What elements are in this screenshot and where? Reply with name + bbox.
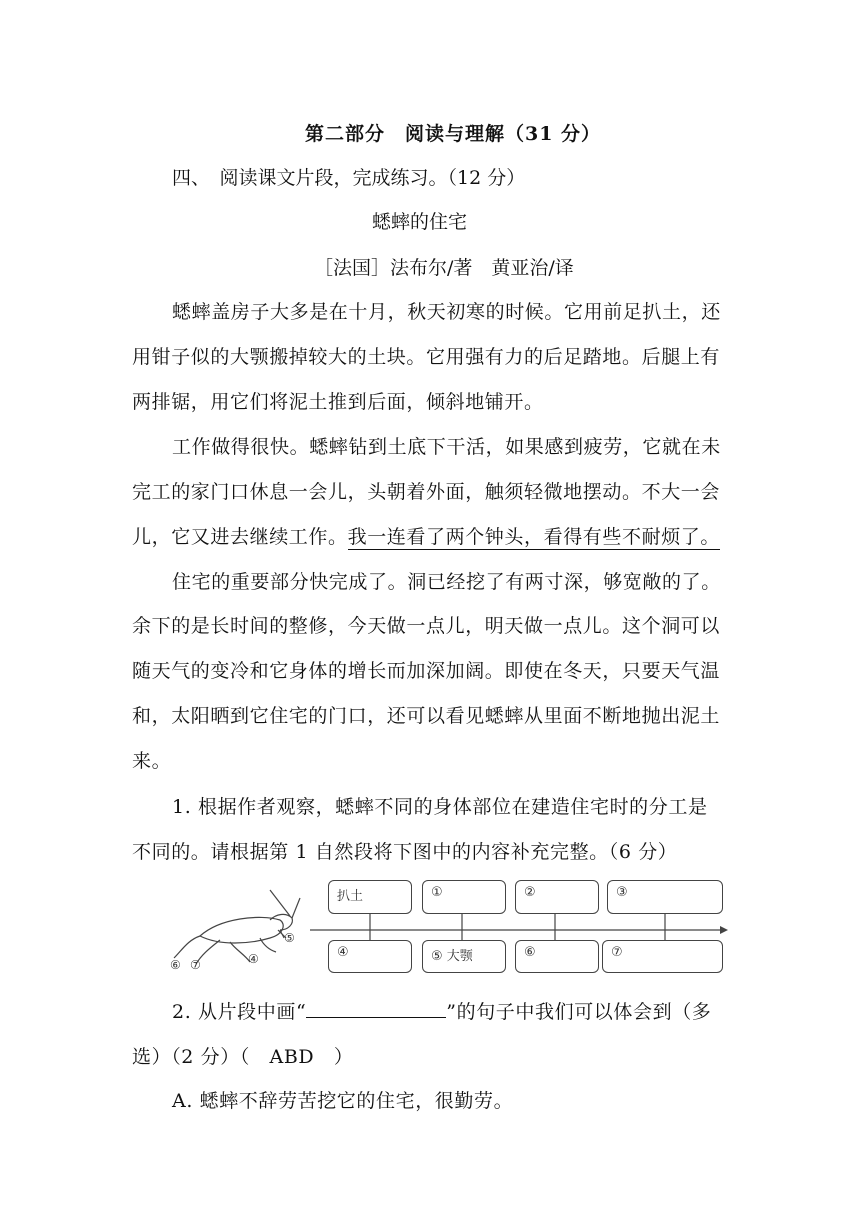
cricket-label-4: ④ (248, 952, 259, 966)
article-title: 蟋蟀的住宅 (372, 211, 468, 233)
cricket-label-6: ⑥ (170, 958, 181, 972)
question-2-line-1 (172, 997, 711, 1024)
question-2-text-end: ”的句子中我们可以体会到（多 (446, 1001, 712, 1023)
paragraph-2-text: 儿，它又进去继续工作。 (132, 526, 348, 548)
cricket-label-7: ⑦ (190, 958, 201, 972)
diagram-top-box-1: 扒土 (328, 880, 412, 914)
paragraph-1-line-1: 蟋蟀盖房子大多是在十月，秋天初寒的时候。它用前足扒土，还 (172, 301, 721, 323)
article-author: ［法国］法布尔/著 黄亚治/译 (314, 257, 574, 279)
paragraph-2-line-3 (132, 522, 720, 549)
paragraph-2-line-1: 工作做得很快。蟋蟀钻到土底下干活，如果感到疲劳，它就在未 (172, 436, 721, 458)
paragraph-3-line-3: 随天气的变冷和它身体的增长而加深加阔。即使在冬天，只要天气温 (132, 660, 721, 682)
cricket-label-5: ⑤ (284, 931, 295, 945)
underlined-sentence: 我一连看了两个钟头，看得有些不耐烦了。 (347, 526, 721, 548)
diagram-bottom-box-2: ⑤ 大颚 (422, 940, 506, 973)
diagram-top-box-2: ① (422, 880, 506, 914)
part-heading: 第二部分 阅读与理解（31 分） (305, 123, 602, 145)
diagram-bottom-box-1: ④ (328, 940, 412, 973)
diagram-top-box-4: ③ (607, 880, 723, 914)
question-2-line-2: 选）（2 分）（ ABD ） (132, 1046, 354, 1068)
diagram-top-box-3: ② (515, 880, 599, 914)
question-1-line-2: 不同的。请根据第 1 自然段将下图中的内容补充完整。（6 分） (132, 841, 678, 863)
option-a: A. 蟋蟀不辞劳苦挖它的住宅，很勤劳。 (172, 1090, 514, 1112)
diagram-bottom-box-4: ⑦ (602, 940, 723, 973)
paragraph-3-line-4: 和，太阳晒到它住宅的门口，还可以看见蟋蟀从里面不断地抛出泥土 (132, 705, 721, 727)
paragraph-3-line-5: 来。 (132, 750, 172, 772)
paragraph-3-line-2: 余下的是长时间的整修，今天做一点儿，明天做一点儿。这个洞可以 (132, 615, 721, 637)
diagram-bottom-box-3: ⑥ (515, 940, 599, 973)
paragraph-2-line-2: 完工的家门口休息一会儿，头朝着外面，触须轻微地摆动。不大一会 (132, 481, 721, 503)
question-1-line-1: 1. 根据作者观察，蟋蟀不同的身体部位在建造住宅时的分工是 (172, 796, 708, 818)
paragraph-1-line-2: 用钳子似的大颚搬掉较大的土块。它用强有力的后足踏地。后腿上有 (132, 346, 721, 368)
cricket-illustration (174, 890, 300, 964)
answer-blank[interactable] (306, 999, 446, 1018)
paragraph-3-line-1: 住宅的重要部分快完成了。洞已经挖了有两寸深，够宽敞的了。 (172, 571, 721, 593)
paragraph-1-line-3: 两排锯，用它们将泥土推到后面，倾斜地铺开。 (132, 391, 544, 413)
question-2-text-start: 2. 从片段中画“ (172, 1001, 307, 1023)
arrow-head-icon (720, 926, 728, 934)
section-instruction: 四、 阅读课文片段，完成练习。（12 分） (172, 167, 526, 189)
